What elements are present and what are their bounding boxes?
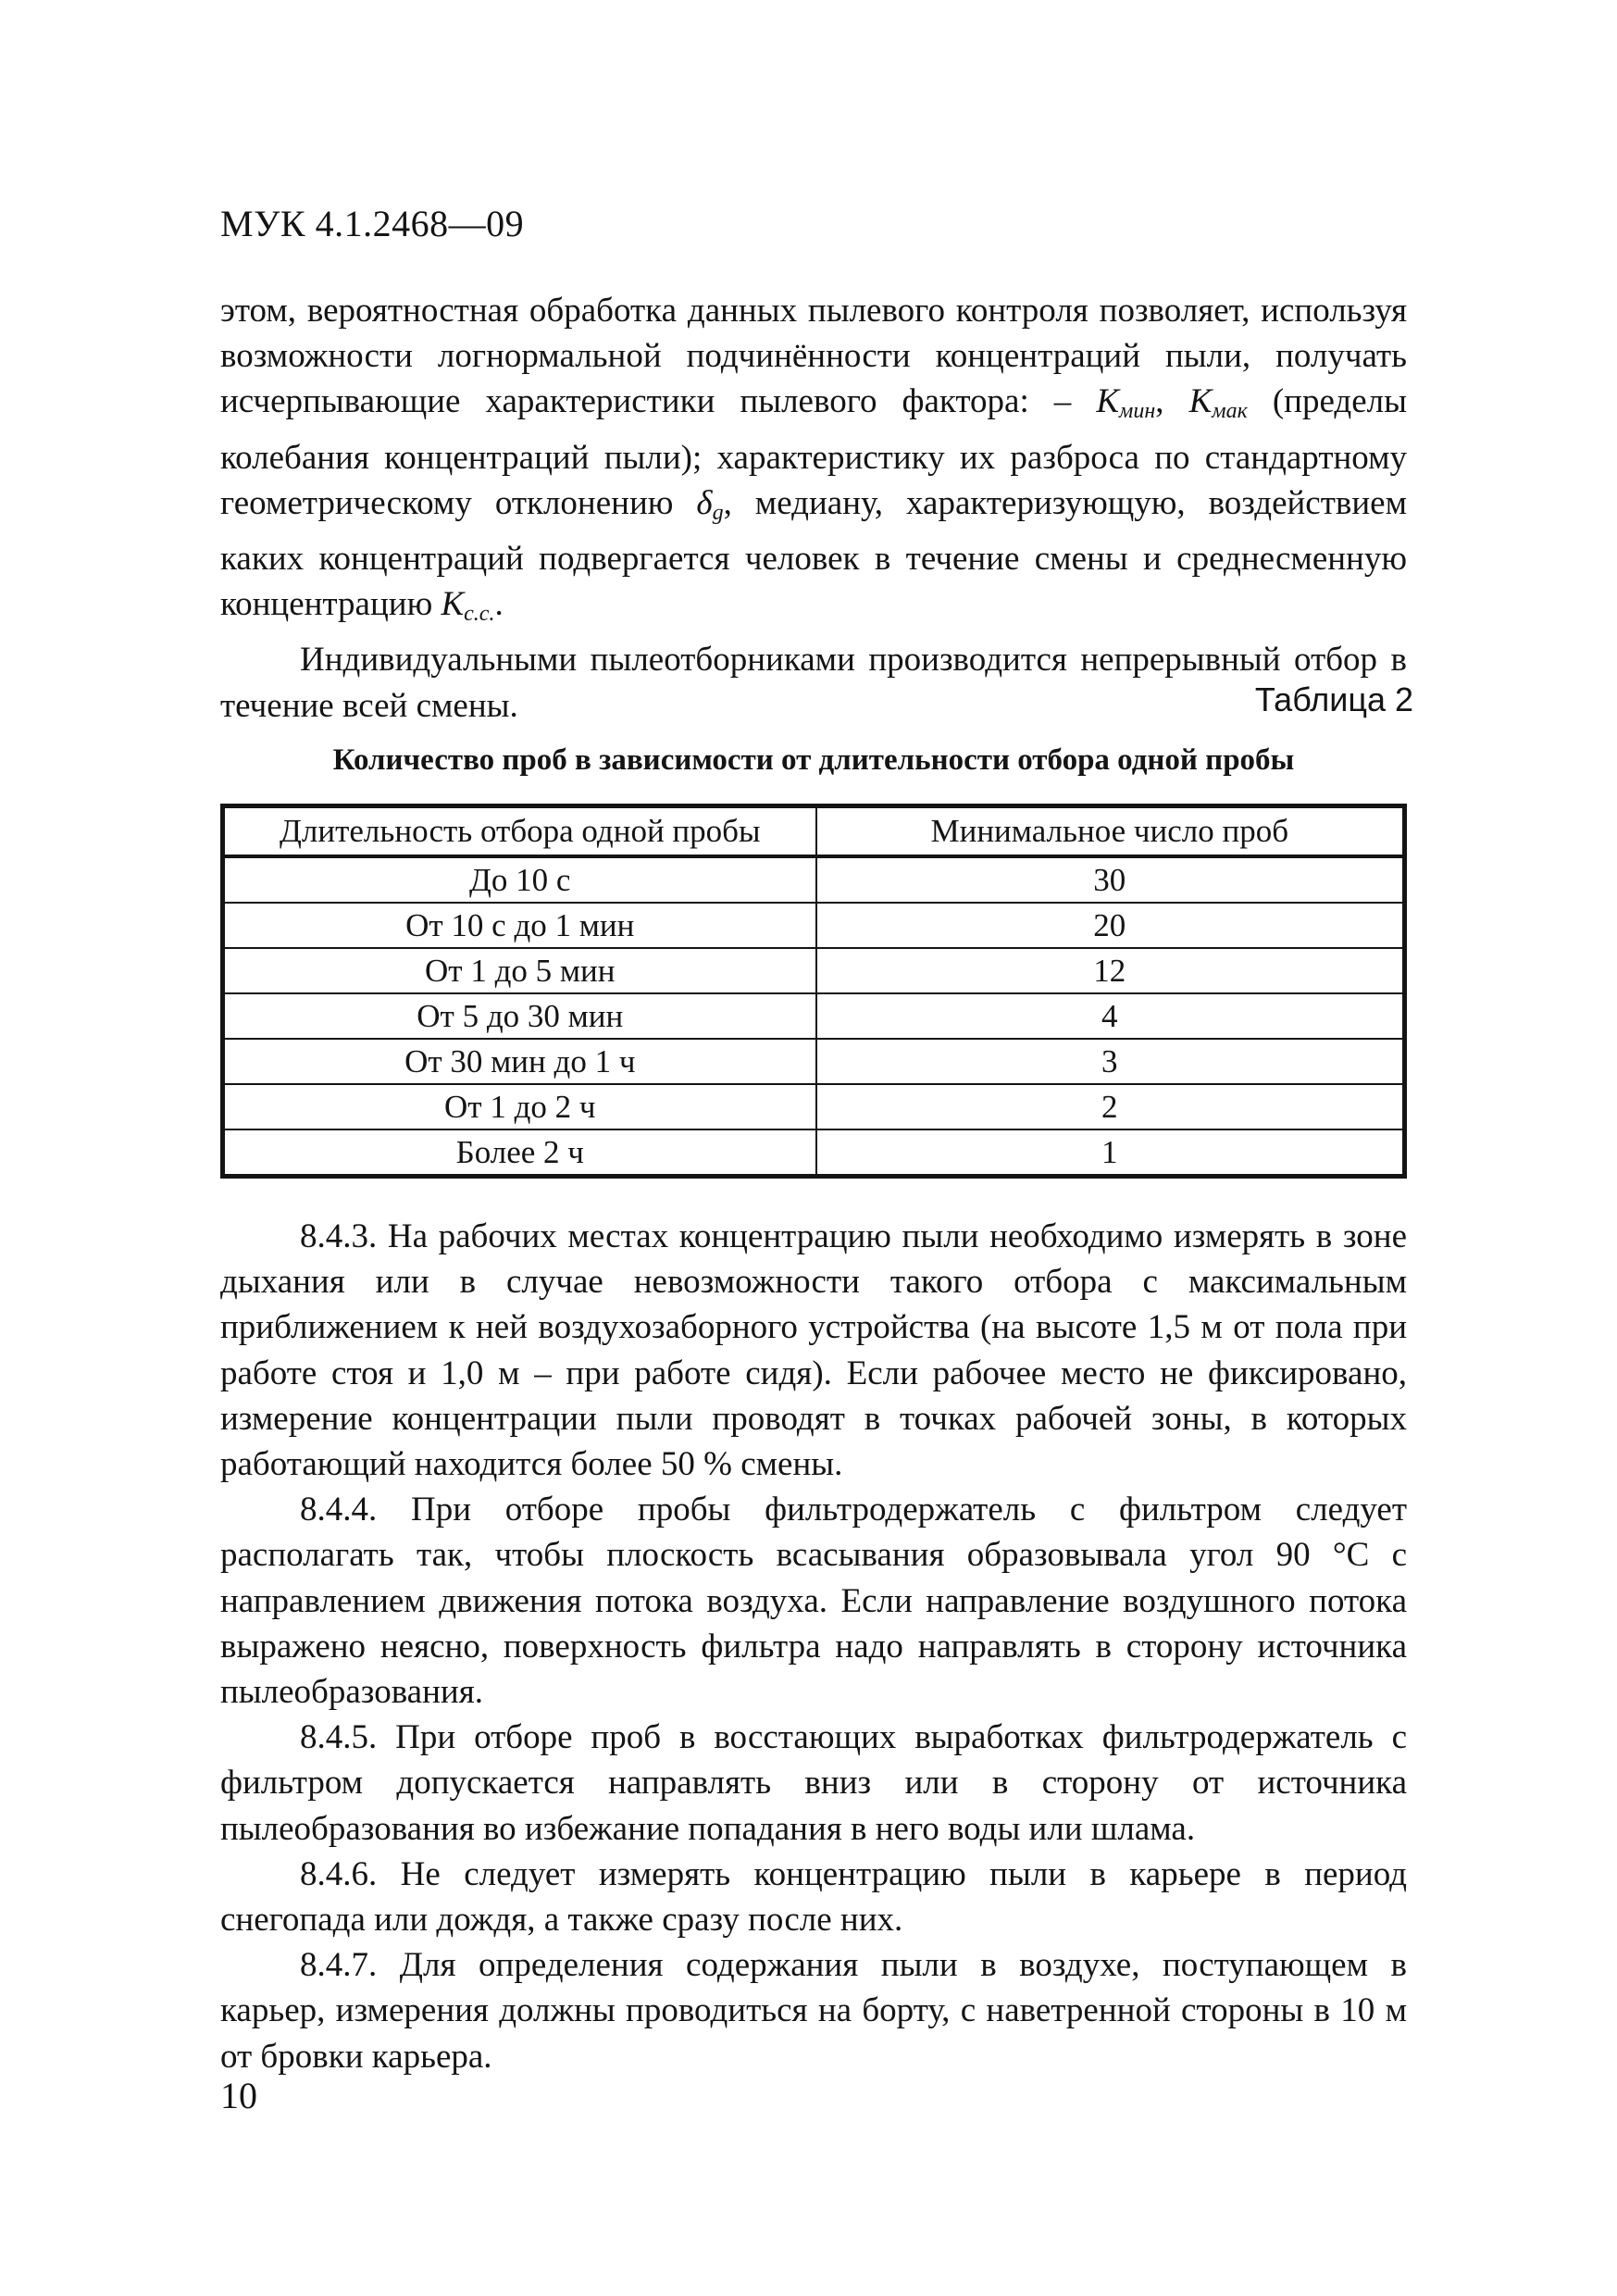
intro-text-part-1: этом, вероятностная обработка данных пылевого контроля позволяет, используя возможности логнормальной подчинённости концентраций пыли, получать исчерпывающие характеристики пылевого фактора: – [220, 292, 1407, 421]
intro-text-part-2: (пределы колебания концентраций пыли); характеристику их разброса по стандартному геометрическому отклонению [220, 382, 1407, 522]
table-cell-count: 1 [816, 1129, 1405, 1177]
table-label: Таблица 2 [1254, 680, 1413, 718]
k-cc-symbol [441, 585, 495, 627]
table-header-row [223, 806, 1405, 857]
table-row [223, 1129, 1405, 1177]
k-cc-base: K [441, 585, 465, 624]
table-cell-duration: От 10 с до 1 мин [223, 903, 816, 948]
k-cc-subscript: с.с. [464, 602, 495, 627]
k-max-subscript: мак [1212, 399, 1248, 424]
samples-table [220, 804, 1407, 1179]
intro-paragraph-2: Индивидуальными пылеотборниками производится непрерывный отбор в течение всей смены. [220, 641, 1407, 725]
section-paragraphs [220, 1214, 1407, 2079]
intro-text [220, 288, 1407, 729]
k-min-symbol [1096, 382, 1156, 424]
table-cell-count: 2 [816, 1084, 1405, 1129]
table-cell-count: 30 [816, 856, 1405, 903]
paragraph-8-4-7: 8.4.7. Для определения содержания пыли в воздухе, поступающем в карьер, измерения должны проводиться на борту, с наветренной стороны в 10 м от бровки карьера. [220, 1946, 1407, 2076]
intro-text-end: . [494, 585, 504, 624]
delta-base: δ [696, 483, 713, 522]
k-max-symbol [1188, 382, 1248, 424]
k-max-base: K [1188, 382, 1213, 421]
table-cell-duration: Более 2 ч [223, 1129, 816, 1177]
table-row [223, 856, 1405, 903]
table-cell-count: 4 [816, 993, 1405, 1039]
paragraph-8-4-4: 8.4.4. При отборе пробы фильтродержатель с фильтром следует располагать так, чтобы плоскость всасывания образовывала угол 90 °С с направлением движения потока воздуха. Если направление воздушного потока выражено неясно, поверхность фильтра надо направлять в сторону источника пылеобразования. [220, 1491, 1407, 1712]
paragraph-8-4-6: 8.4.6. Не следует измерять концентрацию пыли в карьере в период снегопада или дождя, а также сразу после них. [220, 1854, 1407, 1940]
k-separator: , [1155, 382, 1189, 421]
paragraph-8-4-3: 8.4.3. На рабочих местах концентрацию пыли необходимо измерять в зоне дыхания или в случае невозможности такого отбора с максимальным приближением к ней воздухозаборного устройства (на высоте 1,5 м от пола при работе стоя и 1,0 м – при работе сидя). Если рабочее место не фиксировано, измерение концентрации пыли проводят в точках рабочей зоны, в которых работающий находится более 50 % смены. [220, 1217, 1407, 1484]
k-min-subscript: мин [1119, 399, 1156, 424]
table-cell-count: 20 [816, 903, 1405, 948]
table-cell-duration: От 1 до 2 ч [223, 1084, 816, 1129]
k-min-base: K [1096, 382, 1120, 421]
table-cell-duration: От 5 до 30 мин [223, 993, 816, 1039]
table-cell-duration: До 10 с [223, 856, 816, 903]
table-cell-count: 12 [816, 948, 1405, 993]
table-title: Количество проб в зависимости от длительности отбора одной пробы [332, 743, 1295, 777]
delta-subscript: g [712, 500, 724, 525]
table-header-duration: Длительность отбора одной пробы [223, 806, 816, 857]
table-header-min-samples: Минимальное число проб [816, 806, 1405, 857]
table-cell-duration: От 1 до 5 мин [223, 948, 816, 993]
document-code-header: МУК 4.1.2468—09 [220, 203, 525, 244]
table-row [223, 1039, 1405, 1084]
table-row [223, 993, 1405, 1039]
delta-g-symbol [696, 483, 724, 525]
intro-paragraph-1 [220, 288, 1407, 637]
table-row [223, 948, 1405, 993]
page-number: 10 [220, 2075, 257, 2116]
table-row [223, 903, 1405, 948]
intro-text-part-3: , медиану, характеризующую, воздействием каких концентраций подвергается человек в течение смены и среднесменную концентрацию [220, 483, 1407, 624]
table-cell-count: 3 [816, 1039, 1405, 1084]
paragraph-8-4-5: 8.4.5. При отборе проб в восстающих выработках фильтродержатель с фильтром допускается направлять вниз или в сторону от источника пылеобразования во избежание попадания в него воды или шлама. [220, 1718, 1407, 1848]
table-cell-duration: От 30 мин до 1 ч [223, 1039, 816, 1084]
table-row [223, 1084, 1405, 1129]
